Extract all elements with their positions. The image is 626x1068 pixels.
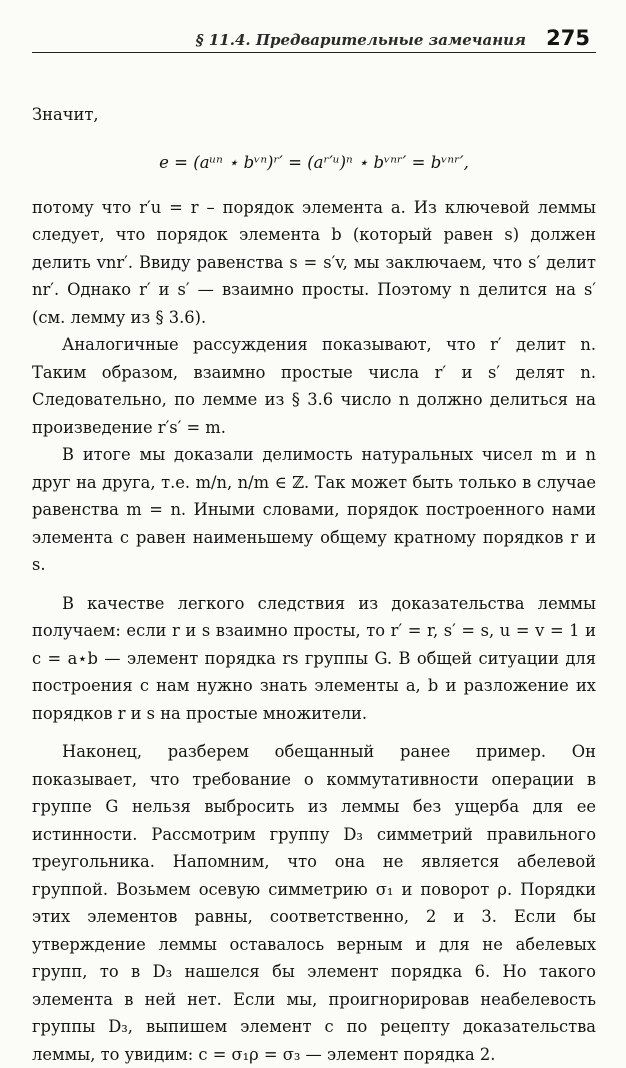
display-formula: e = (aᵘⁿ ⋆ bᵛⁿ)ʳ′ = (aʳ′ᵘ)ⁿ ⋆ bᵛⁿʳ′ = bᵛⁿʳ′,: [159, 152, 469, 172]
running-head: § 11.4. Предварительные замечания: [195, 31, 526, 49]
page-body: [32, 101, 596, 1068]
paragraph-2: Аналогичные рассуждения показывают, что r′ делит n. Таким образом, взаимно простые числа r′ и s′ делят n. Следовательно, по лемме из § 3.6 число n должно делиться на произведение r′s′ = m.: [32, 335, 596, 437]
paragraph-4: В качестве легкого следствия из доказательства леммы получаем: если r и s взаимно просты, то r′ = r, s′ = s, u = v = 1 и c = a⋆b — элемент порядка rs группы G. В общей ситуации для построения c нам нужно знать элементы a, b и разложение их порядков r и s на простые множители.: [32, 593, 596, 723]
paragraph-1: потому что r′u = r – порядок элемента a. Из ключевой леммы следует, что порядок элемента b (который равен s) должен делить vnr′. Ввиду равенства s = s′v, мы заключаем, что s′ делит nr′. Однако r′ и s′ — взаимно просты. Поэтому n делится на s′ (см. лемму из § 3.6).: [32, 197, 596, 327]
lead-text: Значит,: [32, 105, 99, 124]
page-number: 275: [546, 26, 590, 50]
book-page: [32, 24, 596, 1068]
paragraph-3: В итоге мы доказали делимость натуральных чисел m и n друг на друга, т.е. m/n, n/m ∈ ℤ. Так может быть только в случае равенства m = n. Иными словами, порядок построенного нами элемента c равен наименьшему общему кратному порядков r и s.: [32, 445, 596, 574]
page-header: [32, 24, 596, 53]
paragraph-5: Наконец, разберем обещанный ранее пример. Он показывает, что требование о коммутативности операции в группе G нельзя выбросить из леммы без ущерба для ее истинности. Рассмотрим группу D₃ симметрий правильного треугольника. Напомним, что она не является абелевой группой. Возьмем осевую симметрию σ₁ и поворот ρ. Порядки этих элементов равны, соответственно, 2 и 3. Если бы утверждение леммы оставалось верным и для не абелевых групп, то в D₃ нашелся бы элемент порядка 6. Но такого элемента в ней нет. Если мы, проигнорировав неабелевость группы D₃, выпишем элемент c по рецепту доказательства леммы, то увидим: c = σ₁ρ = σ₃ — элемент порядка 2.: [32, 742, 596, 1064]
